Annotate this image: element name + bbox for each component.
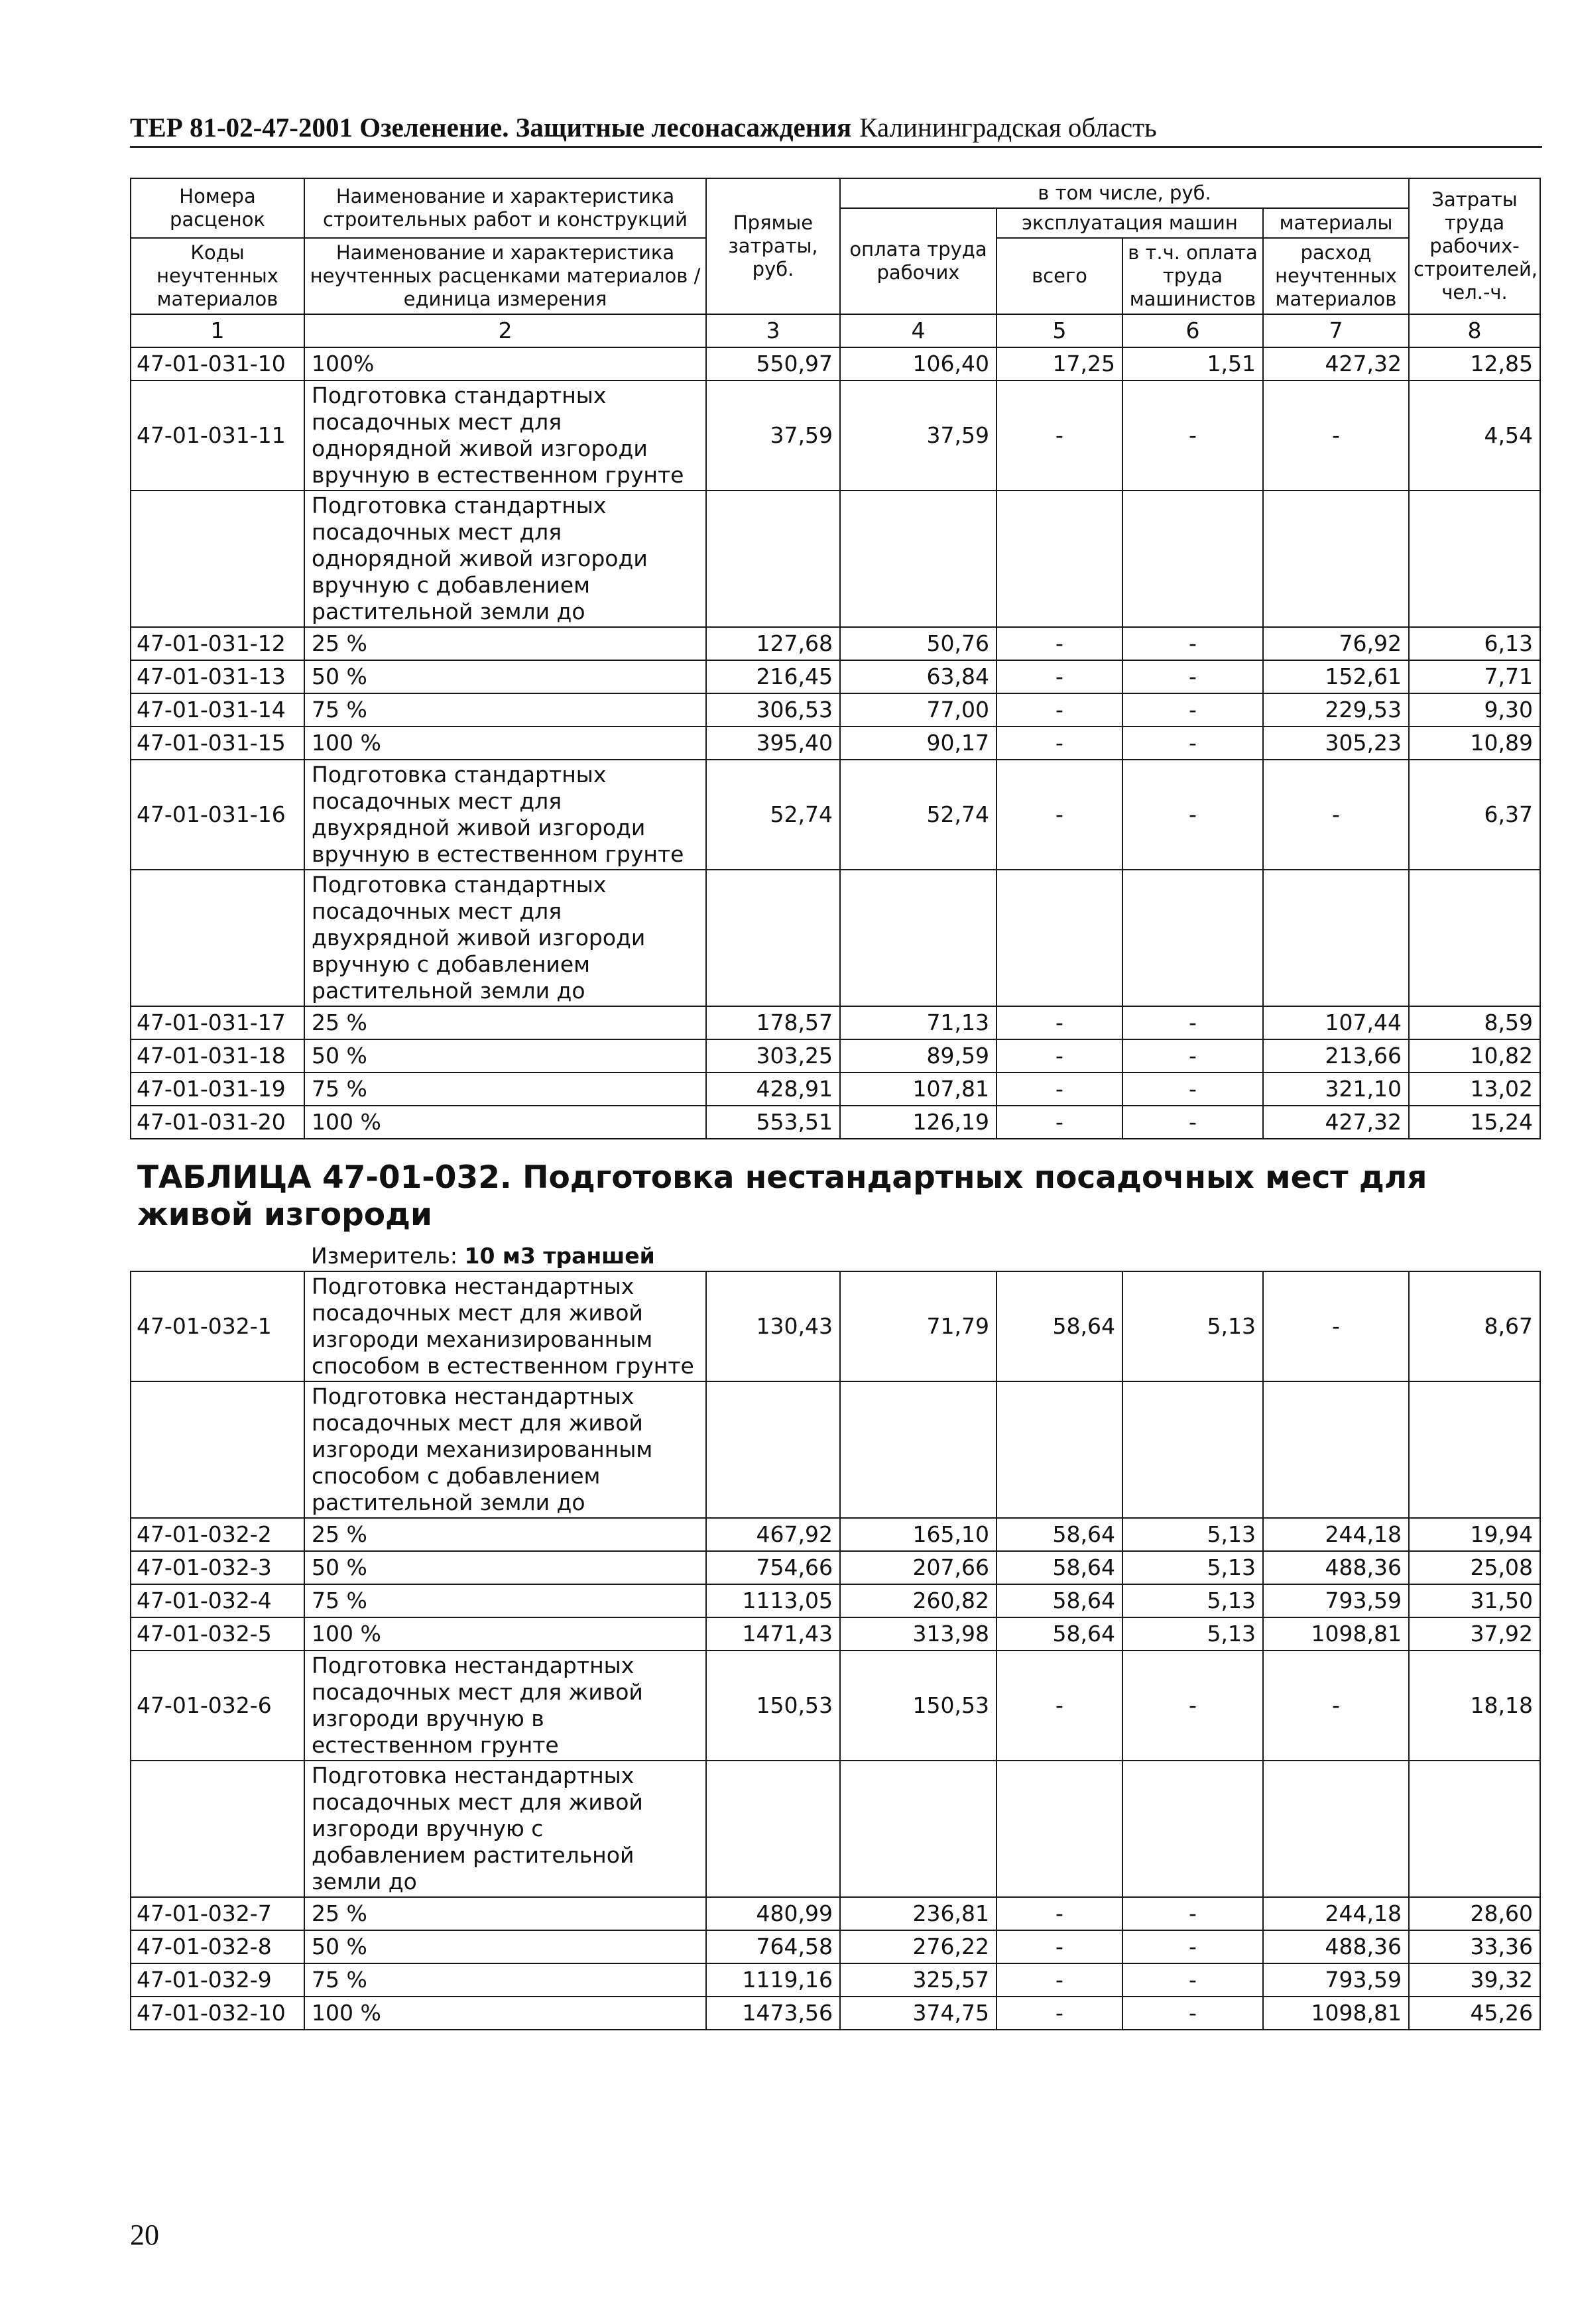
direct-costs-value: 467,92 [706,1518,840,1551]
rate-description: 50 % [304,660,706,693]
table-row [131,1518,1540,1551]
worker-pay-value: 313,98 [840,1617,996,1651]
table-row [131,1073,1540,1106]
material-usage-value: - [1263,1271,1409,1381]
table-row [131,1997,1540,2030]
rate-code: 47-01-032-4 [131,1584,304,1617]
page-header [130,111,1542,148]
machines-total-value: - [996,1006,1122,1039]
worker-pay-value [840,870,996,1006]
table-body-section-031 [131,347,1540,1139]
machinist-pay-value: - [1122,627,1263,660]
rate-description: 75 % [304,1073,706,1106]
table-row [131,491,1540,627]
machinist-pay-value [1122,1761,1263,1897]
header-machines: эксплуатация машин [996,208,1263,238]
header-including: в том числе, руб. [840,178,1409,208]
rate-description: Подготовка стандартных посадочных мест для двухрядной живой изгороди вручную в естественном грунте [304,760,706,870]
table-row [131,347,1540,380]
machines-total-value [996,1761,1122,1897]
machines-total-value: - [996,1997,1122,2030]
column-index: 4 [840,314,996,347]
rate-description: 25 % [304,1897,706,1930]
rate-description: Подготовка нестандартных посадочных мест для живой изгороди механизированным способом в естественном грунте [304,1271,706,1381]
column-index: 7 [1263,314,1409,347]
machinist-pay-value [1122,491,1263,627]
worker-pay-value: 71,79 [840,1271,996,1381]
machines-total-value: - [996,726,1122,760]
machines-total-value: - [996,1073,1122,1106]
direct-costs-value: 754,66 [706,1551,840,1584]
header-title: ТЕР 81-02-47-2001 Озеленение. Защитные лесонасаждения [130,112,852,143]
column-index: 8 [1409,314,1540,347]
material-usage-value: 107,44 [1263,1006,1409,1039]
machinist-pay-value: 5,13 [1122,1518,1263,1551]
direct-costs-value: 764,58 [706,1930,840,1963]
labor-hours-value: 7,71 [1409,660,1540,693]
machinist-pay-value: 5,13 [1122,1551,1263,1584]
labor-hours-value: 9,30 [1409,693,1540,726]
machines-total-value: - [996,1930,1122,1963]
worker-pay-value: 150,53 [840,1651,996,1761]
table-header [131,178,1540,347]
rates-table [130,178,1541,2030]
machinist-pay-value: 1,51 [1122,347,1263,380]
labor-hours-value: 13,02 [1409,1073,1540,1106]
rate-code: 47-01-032-5 [131,1617,304,1651]
header-machinist-pay: в т.ч. оплата труда машинистов [1122,238,1263,314]
material-usage-value: 1098,81 [1263,1617,1409,1651]
labor-hours-value: 12,85 [1409,347,1540,380]
machines-total-value [996,491,1122,627]
material-usage-value: 488,36 [1263,1930,1409,1963]
table-row [131,1584,1540,1617]
machines-total-value: - [996,1039,1122,1073]
worker-pay-value: 165,10 [840,1518,996,1551]
worker-pay-value: 107,81 [840,1073,996,1106]
machinist-pay-value: - [1122,1897,1263,1930]
direct-costs-value: 428,91 [706,1073,840,1106]
material-usage-value: 213,66 [1263,1039,1409,1073]
rate-code [131,870,304,1006]
worker-pay-value: 236,81 [840,1897,996,1930]
machinist-pay-value: 5,13 [1122,1584,1263,1617]
machinist-pay-value: - [1122,693,1263,726]
material-usage-value [1263,870,1409,1006]
rate-description: 25 % [304,1006,706,1039]
machines-total-value: - [996,1963,1122,1997]
rate-description: 75 % [304,1584,706,1617]
table-row [131,1617,1540,1651]
rate-description: 25 % [304,1518,706,1551]
header-rate-numbers: Номера расценок [131,178,304,238]
unit-spacer [131,1242,304,1271]
material-usage-value [1263,491,1409,627]
rate-code: 47-01-031-14 [131,693,304,726]
rate-description: Подготовка нестандартных посадочных мест для живой изгороди вручную с добавлением растительной земли до [304,1761,706,1897]
column-index: 1 [131,314,304,347]
rate-description: Подготовка нестандартных посадочных мест для живой изгороди вручную в естественном грунте [304,1651,706,1761]
column-index-row [131,314,1540,347]
material-usage-value: 152,61 [1263,660,1409,693]
rate-code: 47-01-032-10 [131,1997,304,2030]
rate-description: 100% [304,347,706,380]
machinist-pay-value: - [1122,726,1263,760]
worker-pay-value: 71,13 [840,1006,996,1039]
worker-pay-value: 63,84 [840,660,996,693]
table-row [131,1006,1540,1039]
table-row [131,870,1540,1006]
machinist-pay-value: - [1122,760,1263,870]
section-heading-block [131,1139,1540,1271]
column-index: 5 [996,314,1122,347]
rate-code [131,1761,304,1897]
machines-total-value: - [996,380,1122,491]
labor-hours-value: 4,54 [1409,380,1540,491]
labor-hours-value: 8,67 [1409,1271,1540,1381]
labor-hours-value: 37,92 [1409,1617,1540,1651]
rate-code: 47-01-031-10 [131,347,304,380]
table-row [131,726,1540,760]
material-usage-value: 229,53 [1263,693,1409,726]
table-row [131,1930,1540,1963]
labor-hours-value: 6,13 [1409,627,1540,660]
worker-pay-value: 77,00 [840,693,996,726]
rate-code: 47-01-031-20 [131,1106,304,1139]
labor-hours-value: 31,50 [1409,1584,1540,1617]
column-index: 6 [1122,314,1263,347]
table-row [131,1897,1540,1930]
direct-costs-value: 550,97 [706,347,840,380]
machines-total-value: 58,64 [996,1271,1122,1381]
direct-costs-value: 1471,43 [706,1617,840,1651]
worker-pay-value: 207,66 [840,1551,996,1584]
material-usage-value: 427,32 [1263,1106,1409,1139]
labor-hours-value [1409,491,1540,627]
machines-total-value: - [996,660,1122,693]
labor-hours-value: 39,32 [1409,1963,1540,1997]
machines-total-value: 17,25 [996,347,1122,380]
labor-hours-value: 10,82 [1409,1039,1540,1073]
labor-hours-value: 19,94 [1409,1518,1540,1551]
direct-costs-value: 178,57 [706,1006,840,1039]
machines-total-value [996,1381,1122,1518]
direct-costs-value: 480,99 [706,1897,840,1930]
rate-description: 25 % [304,627,706,660]
table-row [131,1761,1540,1897]
material-usage-value: 793,59 [1263,1584,1409,1617]
rate-code [131,491,304,627]
rate-code: 47-01-031-15 [131,726,304,760]
machines-total-value: - [996,1106,1122,1139]
worker-pay-value: 325,57 [840,1963,996,1997]
worker-pay-value: 374,75 [840,1997,996,2030]
rate-description: 75 % [304,693,706,726]
direct-costs-value: 395,40 [706,726,840,760]
machinist-pay-value: 5,13 [1122,1271,1263,1381]
labor-hours-value: 45,26 [1409,1997,1540,2030]
material-usage-value: - [1263,760,1409,870]
table-row [131,1963,1540,1997]
labor-hours-value [1409,1381,1540,1518]
rate-code: 47-01-031-11 [131,380,304,491]
rate-description: 50 % [304,1551,706,1584]
table-row [131,1551,1540,1584]
rate-code: 47-01-032-6 [131,1651,304,1761]
rate-code: 47-01-032-8 [131,1930,304,1963]
direct-costs-value: 553,51 [706,1106,840,1139]
machines-total-value: - [996,693,1122,726]
labor-hours-value: 25,08 [1409,1551,1540,1584]
rate-description: Подготовка стандартных посадочных мест для однорядной живой изгороди вручную в естественном грунте [304,380,706,491]
material-usage-value [1263,1761,1409,1897]
machinist-pay-value: - [1122,380,1263,491]
direct-costs-value: 150,53 [706,1651,840,1761]
table-row [131,1381,1540,1518]
worker-pay-value [840,1761,996,1897]
header-material-codes: Коды неучтенных материалов [131,238,304,314]
rate-description: Подготовка нестандартных посадочных мест для живой изгороди механизированным способом с добавлением растительной земли до [304,1381,706,1518]
material-usage-value: 488,36 [1263,1551,1409,1584]
machinist-pay-value: - [1122,1006,1263,1039]
material-usage-value: 244,18 [1263,1518,1409,1551]
labor-hours-value: 18,18 [1409,1651,1540,1761]
material-usage-value [1263,1381,1409,1518]
direct-costs-value [706,1761,840,1897]
direct-costs-value [706,1381,840,1518]
material-usage-value: 1098,81 [1263,1997,1409,2030]
unit-label: Измеритель: [311,1243,458,1269]
direct-costs-value: 303,25 [706,1039,840,1073]
rate-description: 100 % [304,1997,706,2030]
worker-pay-value [840,1381,996,1518]
column-index: 3 [706,314,840,347]
rate-code: 47-01-031-12 [131,627,304,660]
direct-costs-value: 52,74 [706,760,840,870]
material-usage-value: 244,18 [1263,1897,1409,1930]
labor-hours-value: 15,24 [1409,1106,1540,1139]
rate-code [131,1381,304,1518]
rate-code: 47-01-032-9 [131,1963,304,1997]
table-row [131,660,1540,693]
header-material-usage: расход неучтенных материалов [1263,238,1409,314]
machines-total-value: 58,64 [996,1518,1122,1551]
worker-pay-value: 106,40 [840,347,996,380]
worker-pay-value: 276,22 [840,1930,996,1963]
table-row [131,760,1540,870]
rates-table-wrapper [130,178,1540,2030]
rate-code: 47-01-031-17 [131,1006,304,1039]
direct-costs-value: 306,53 [706,693,840,726]
rate-code: 47-01-031-18 [131,1039,304,1073]
header-materials: материалы [1263,208,1409,238]
rate-code: 47-01-032-7 [131,1897,304,1930]
unit-line [304,1242,1540,1271]
worker-pay-value: 90,17 [840,726,996,760]
labor-hours-value: 6,37 [1409,760,1540,870]
material-usage-value: 76,92 [1263,627,1409,660]
rate-code: 47-01-031-19 [131,1073,304,1106]
worker-pay-value [840,491,996,627]
labor-hours-value: 10,89 [1409,726,1540,760]
material-usage-value: - [1263,1651,1409,1761]
machines-total-value [996,870,1122,1006]
table-row [131,627,1540,660]
header-material-names: Наименование и характеристика неучтенных расценками материалов / единица измерения [304,238,706,314]
page-number: 20 [130,2219,159,2251]
machinist-pay-value: - [1122,1930,1263,1963]
machinist-pay-value: - [1122,1997,1263,2030]
material-usage-value: 321,10 [1263,1073,1409,1106]
machines-total-value: - [996,1651,1122,1761]
labor-hours-value: 8,59 [1409,1006,1540,1039]
machines-total-value: - [996,627,1122,660]
rate-code: 47-01-031-13 [131,660,304,693]
machinist-pay-value: - [1122,660,1263,693]
rate-code: 47-01-032-2 [131,1518,304,1551]
table-row [131,693,1540,726]
worker-pay-value: 260,82 [840,1584,996,1617]
table-row [131,1651,1540,1761]
material-usage-value: - [1263,380,1409,491]
machines-total-value: - [996,760,1122,870]
machinist-pay-value [1122,1381,1263,1518]
direct-costs-value [706,870,840,1006]
worker-pay-value: 89,59 [840,1039,996,1073]
worker-pay-value: 126,19 [840,1106,996,1139]
rate-code: 47-01-032-1 [131,1271,304,1381]
machines-total-value: 58,64 [996,1617,1122,1651]
direct-costs-value: 127,68 [706,627,840,660]
labor-hours-value [1409,870,1540,1006]
worker-pay-value: 52,74 [840,760,996,870]
machinist-pay-value: 5,13 [1122,1617,1263,1651]
table-body-section-032 [131,1271,1540,2030]
machines-total-value: 58,64 [996,1584,1122,1617]
rate-description: Подготовка стандартных посадочных мест для двухрядной живой изгороди вручную с добавлением растительной земли до [304,870,706,1006]
direct-costs-value: 1113,05 [706,1584,840,1617]
machinist-pay-value: - [1122,1073,1263,1106]
machines-total-value: 58,64 [996,1551,1122,1584]
material-usage-value: 305,23 [1263,726,1409,760]
material-usage-value: 793,59 [1263,1963,1409,1997]
column-index: 2 [304,314,706,347]
header-direct-costs: Прямые затраты, руб. [706,178,840,314]
header-worker-pay: оплата труда рабочих [840,208,996,314]
direct-costs-value: 37,59 [706,380,840,491]
machinist-pay-value: - [1122,1106,1263,1139]
table-row [131,380,1540,491]
rate-description: 100 % [304,726,706,760]
direct-costs-value: 216,45 [706,660,840,693]
machinist-pay-value: - [1122,1963,1263,1997]
direct-costs-value: 1473,56 [706,1997,840,2030]
rate-description: Подготовка стандартных посадочных мест для однорядной живой изгороди вручную с добавлением растительной земли до [304,491,706,627]
header-labor-hours: Затраты труда рабочих-строителей, чел.-ч. [1409,178,1540,314]
labor-hours-value [1409,1761,1540,1897]
rate-description: 100 % [304,1617,706,1651]
direct-costs-value [706,491,840,627]
rate-description: 100 % [304,1106,706,1139]
table-row [131,1106,1540,1139]
rate-description: 75 % [304,1963,706,1997]
labor-hours-value: 33,36 [1409,1930,1540,1963]
machinist-pay-value [1122,870,1263,1006]
machinist-pay-value: - [1122,1651,1263,1761]
worker-pay-value: 37,59 [840,380,996,491]
rate-description: 50 % [304,1930,706,1963]
table-row [131,1039,1540,1073]
table-row [131,1271,1540,1381]
header-work-name: Наименование и характеристика строительных работ и конструкций [304,178,706,238]
rate-code: 47-01-031-16 [131,760,304,870]
rate-description: 50 % [304,1039,706,1073]
unit-value: 10 м3 траншей [464,1243,655,1269]
material-usage-value: 427,32 [1263,347,1409,380]
machinist-pay-value: - [1122,1039,1263,1073]
labor-hours-value: 28,60 [1409,1897,1540,1930]
direct-costs-value: 130,43 [706,1271,840,1381]
machines-total-value: - [996,1897,1122,1930]
worker-pay-value: 50,76 [840,627,996,660]
direct-costs-value: 1119,16 [706,1963,840,1997]
rate-code: 47-01-032-3 [131,1551,304,1584]
section-title: ТАБЛИЦА 47-01-032. Подготовка нестандартных посадочных мест для живой изгороди [137,1159,1427,1233]
header-region: Калининградская область [859,112,1157,143]
header-machines-total: всего [996,238,1122,314]
